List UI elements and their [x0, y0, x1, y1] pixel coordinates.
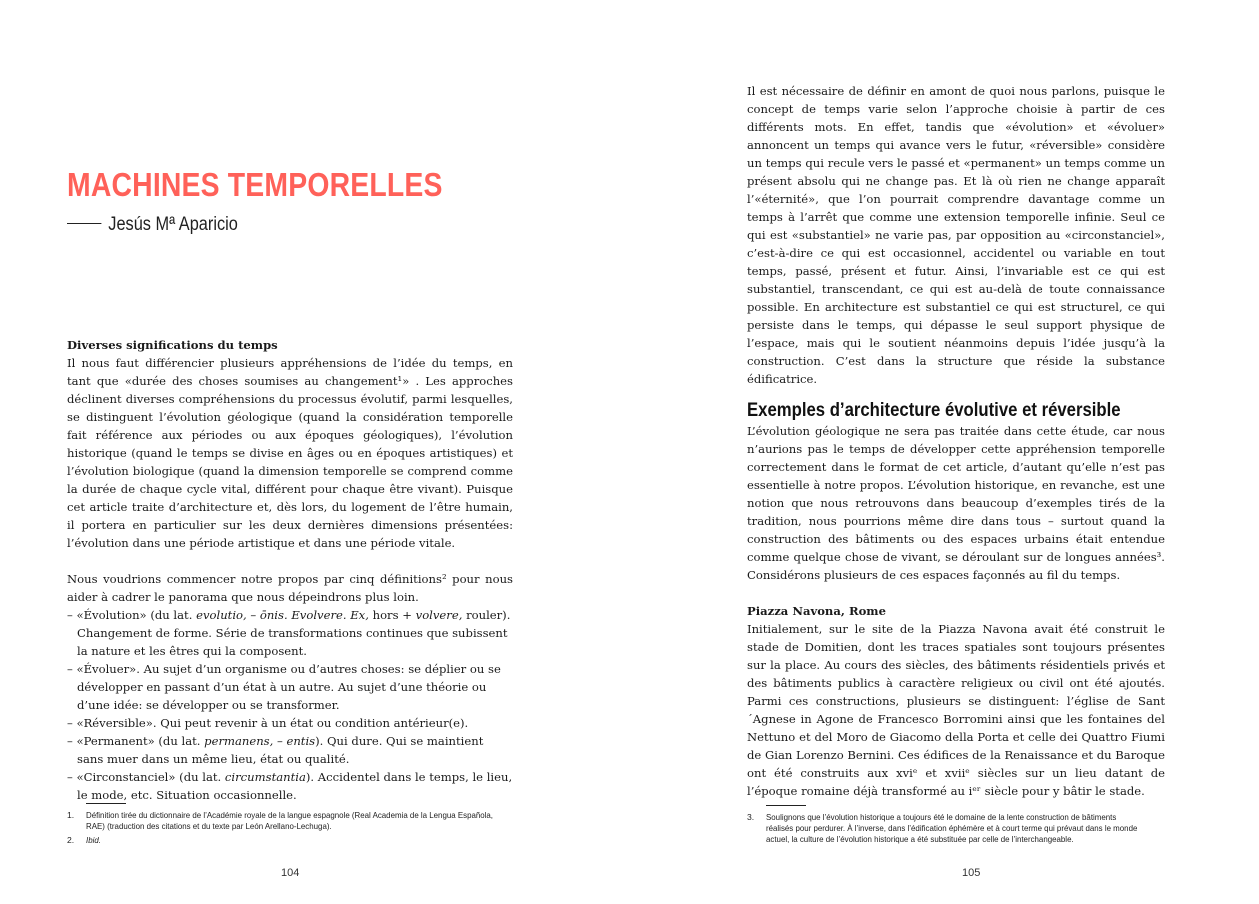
subsection-heading: Piazza Navona, Rome: [747, 604, 886, 618]
section-heading: Diverses significations du temps: [67, 338, 278, 352]
footnotes: [67, 810, 537, 849]
definition-item: – «Évolution» (du lat. evolutio, – ōnis. Evolvere. Ex, hors + volvere, rouler). Changement de forme. Série de transformations continues que subissent la nature et les êtres qui la composent.: [67, 608, 511, 658]
byline-dash: [67, 223, 101, 224]
footnote-rule: [86, 803, 126, 804]
section-heading: Exemples d’architecture évolutive et réversible: [747, 400, 1121, 421]
paragraph: Nous voudrions commencer notre propos par cinq définitions² pour nous aider à cadrer le panorama que nous dépeindrons plus loin.: [67, 572, 513, 604]
right-body: [747, 82, 1165, 800]
footnote-item: 3. Soulignons que l’évolution historique a toujours été le domaine de la lente construction de bâtiments réalisés pour perdurer. À l’inverse, dans l’édification éphémère et à court terme qui prévaut dans le monde actuel, la culture de l’évolution historique a été substituée par celle de l’interchangeable.: [747, 812, 1138, 844]
footnote-item: 2. Ibid.: [67, 835, 101, 845]
footnotes: [747, 812, 1177, 848]
article-title: MACHINES TEMPORELLES: [67, 166, 443, 203]
left-body: [67, 336, 513, 804]
definition-item: – «Réversible». Qui peut revenir à un état ou condition antérieur(e).: [67, 716, 469, 730]
definition-item: – «Circonstanciel» (du lat. circumstantia). Accidentel dans le temps, le lieu, le mode, etc. Situation occasionnelle.: [67, 770, 513, 802]
footnote-rule: [766, 805, 806, 806]
author-name: Jesús Mª Aparicio: [108, 214, 238, 235]
paragraph: Il nous faut différencier plusieurs appréhensions de l’idée du temps, en tant que «durée des choses soumises au changement¹» . Les approches déclinent diverses compréhensions du processus évolutif, parmi lesquelles, se distinguent l’évolution géologique (quand la considération temporelle fait référence aux périodes ou aux époques géologiques), l’évolution historique (quand le temps se divise en âges ou en époques artistiques) et l’évolution biologique (quand la dimension temporelle se comprend comme la durée de chaque cycle vital, différent pour chaque être vivant). Puisque cet article traite d’architecture et, dès lors, du logement de l’être humain, il portera en particulier sur les deux dernières dimensions présentées: l’évolution dans une période artistique et dans une période vitale.: [67, 356, 513, 550]
paragraph: Initialement, sur le site de la Piazza Navona avait été construit le stade de Domitien, dont les traces spatiales sont toujours présentes sur la place. Au cours des siècles, des bâtiments résidentiels privés et des bâtiments publics à caractère religieux ou civil ont été ajoutés. Parmi ces constructions, plusieurs se distinguent: l’église de Sant´Agnese in Agone de Francesco Borromini ainsi que les fontaines del Nettuno et del Moro de Giacomo della Porta et celle dei Quattro Fiumi de Gian Lorenzo Bernini. Ces édifices de la Renaissance et du Baroque ont été construits aux xviᵉ et xviiᵉ siècles sur un lieu datant de l’époque romaine déjà transformé au iᵉʳ siècle pour y bâtir le stade.: [747, 622, 1165, 798]
definition-item: – «Permanent» (du lat. permanens, – entis). Qui dure. Qui se maintient sans muer dans un même lieu, état ou qualité.: [67, 734, 484, 766]
page-number: 105: [962, 867, 981, 879]
paragraph: L’évolution géologique ne sera pas traitée dans cette étude, car nous n’aurions pas le temps de développer cette appréhension temporelle correctement dans le format de cet article, d’autant qu’elle n’est pas essentielle à notre propos. L’évolution historique, en revanche, est une notion que nous retrouvons dans beaucoup d’exemples tirés de la tradition, nous pourrions même dire dans tous – surtout quand la construction des bâtiments ou des espaces urbains était entendue comme quelque chose de vivant, se déroulant sur de longues années³. Considérons plusieurs de ces espaces façonnés au fil du temps.: [747, 424, 1165, 582]
footnote-item: 1. Définition tirée du dictionnaire de l’Académie royale de la langue espagnole (Real Academia de la Lengua Española, RAE) (traduction des citations et du texte par León Arellano-Lechuga).: [67, 810, 494, 831]
paragraph: Il est nécessaire de définir en amont de quoi nous parlons, puisque le concept de temps varie selon l’approche choisie à partir de ces différents mots. En effet, tandis que «évolution» et «évoluer» annoncent un temps qui avance vers le futur, «réversible» considère un temps qui recule vers le passé et «permanent» un temps comme un présent absolu qui ne change pas. Et là où rien ne change apparaît l’«éternité», que l’on pourrait comprendre davantage comme un temps à l’arrêt que comme une extension temporelle infinie. Seul ce qui est «substantiel» ne varie pas, par opposition au «circonstanciel», c’est-à-dire ce qui est occasionnel, accidentel ou variable en tout temps, passé, présent et futur. Ainsi, l’invariable est ce qui est substantiel, transcendant, ce qui est au-delà de toute connaissance possible. En architecture est substantiel ce qui est structurel, ce qui persiste dans le temps, qui dépasse le seul support physique de l’espace, mais qui le soutient néanmoins depuis l’idée jusqu’à la construction. C’est dans la structure que réside la substance édificatrice.: [747, 84, 1165, 386]
page-number: 104: [281, 867, 300, 879]
definition-item: – «Évoluer». Au sujet d’un organisme ou d’autres choses: se déplier ou se développer en passant d’un état à un autre. Au sujet d’une théorie ou d’une idée: se développer ou se transformer.: [67, 662, 501, 712]
author-byline: [67, 214, 238, 236]
